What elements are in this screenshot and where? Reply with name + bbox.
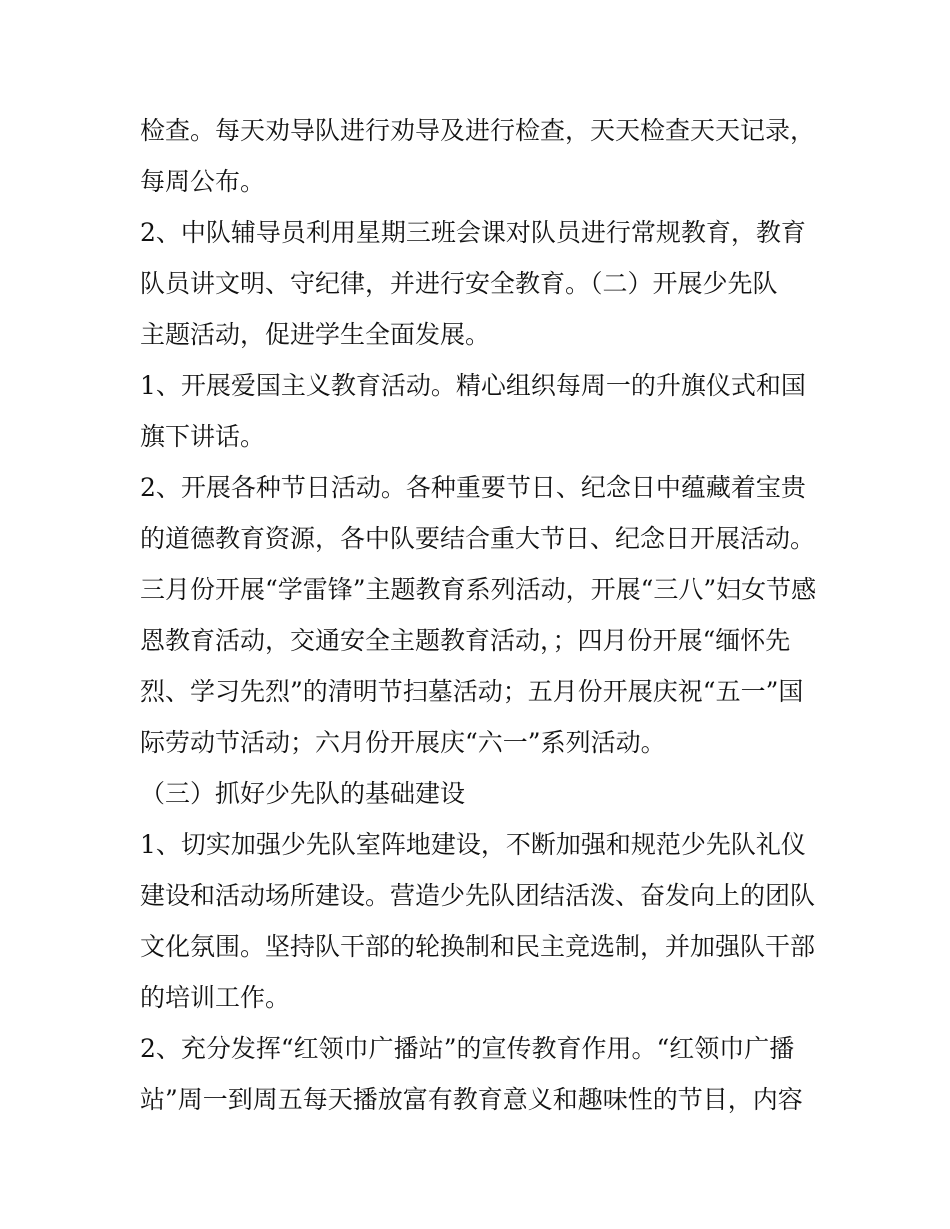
text-line: 恩教育活动，交通安全主题教育活动，；四月份开展“缅怀先 xyxy=(140,626,791,655)
text-line: 2、开展各种节日活动。各种重要节日、纪念日中蕴藏着宝贵 xyxy=(140,473,806,502)
text-line: 1、开展爱国主义教育活动。精心组织每周一的升旗仪式和国 xyxy=(140,371,806,400)
text-line: 2、充分发挥“红领巾广播站”的宣传教育作用。“红领巾广播 xyxy=(140,1034,795,1063)
text-line: 的培训工作。 xyxy=(140,983,291,1012)
text-line: 站”周一到周五每天播放富有教育意义和趣味性的节目，内容 xyxy=(140,1085,803,1114)
text-line: 队员讲文明、守纪律，并进行安全教育。（二）开展少先队 xyxy=(140,269,778,298)
text-line: 1、切实加强少先队室阵地建设，不断加强和规范少先队礼仪 xyxy=(140,830,806,859)
document-body xyxy=(140,105,820,1125)
text-line: 三月份开展“学雷锋”主题教育系列活动，开展“三八”妇女节感 xyxy=(140,575,817,604)
text-line: 烈、学习先烈”的清明节扫墓活动；五月份开展庆祝“五一”国 xyxy=(140,677,804,706)
text-line: 主题活动，促进学生全面发展。 xyxy=(140,320,491,349)
text-line: 2、中队辅导员利用星期三班会课对队员进行常规教育，教育 xyxy=(140,218,806,247)
section-heading: （三）抓好少先队的基础建设 xyxy=(140,779,466,808)
text-line: 文化氛围。坚持队干部的轮换制和民主竞选制，并加强队干部 xyxy=(140,932,816,961)
text-line: 每周公布。 xyxy=(140,167,266,196)
text-line: 际劳动节活动；六月份开展庆“六一”系列活动。 xyxy=(140,728,666,757)
text-line: 的道德教育资源，各中队要结合重大节日、纪念日开展活动。 xyxy=(140,524,816,553)
text-line: 建设和活动场所建设。营造少先队团结活泼、奋发向上的团队 xyxy=(140,881,816,910)
text-line: 旗下讲话。 xyxy=(140,422,266,451)
text-line: 检查。每天劝导队进行劝导及进行检查，天天检查天天记录， xyxy=(140,116,816,145)
